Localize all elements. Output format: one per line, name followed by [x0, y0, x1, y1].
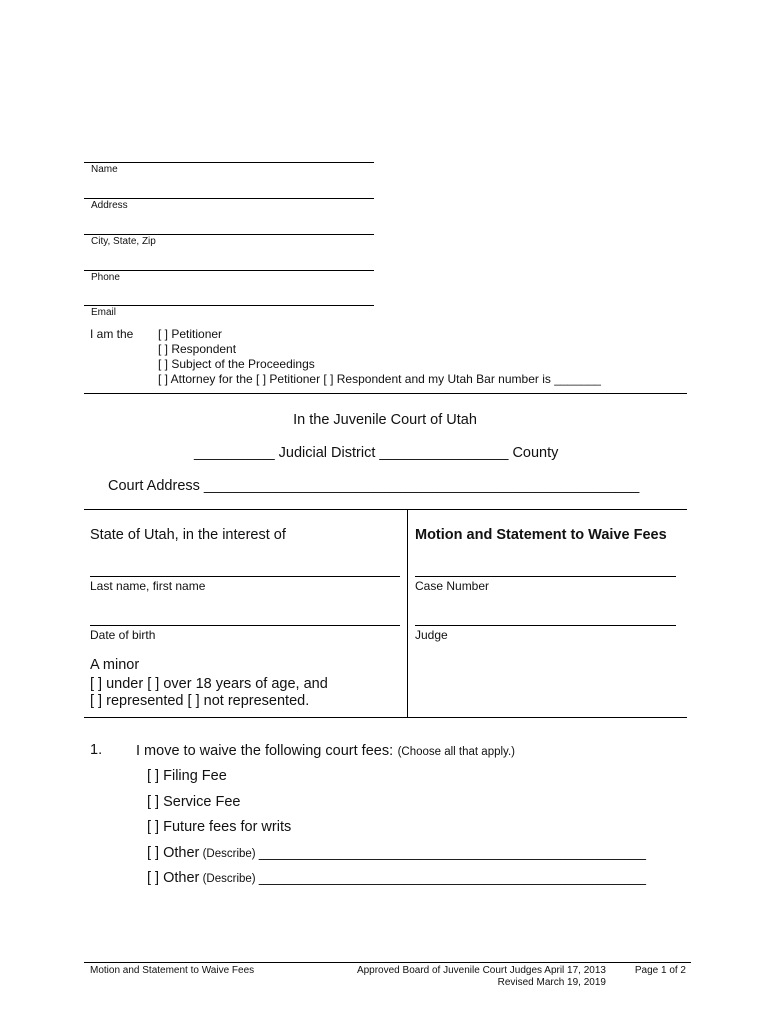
address-caption: Address	[91, 200, 128, 211]
fee-filing-label: [ ] Filing Fee	[147, 768, 227, 784]
court-address-line[interactable]: Court Address ______________________________________________________	[108, 478, 640, 494]
case-number-line[interactable]	[415, 576, 676, 577]
fee-service-checkbox[interactable]	[147, 794, 240, 810]
judge-line[interactable]	[415, 625, 676, 626]
party-name-line[interactable]	[90, 576, 400, 577]
email-caption: Email	[91, 307, 117, 318]
phone-caption: Phone	[91, 272, 120, 283]
section-divider	[84, 393, 687, 394]
fee-other-1-checkbox[interactable]	[147, 845, 646, 861]
address-line[interactable]	[84, 198, 374, 199]
role-respondent-checkbox[interactable]: [ ] Respondent	[158, 342, 237, 356]
paragraph-number: 1.	[90, 742, 103, 758]
fee-writs-label: [ ] Future fees for writs	[147, 819, 292, 835]
fee-filing-checkbox[interactable]	[147, 768, 227, 784]
footer-page-number: Page 1 of 2	[634, 965, 686, 976]
dob-caption: Date of birth	[90, 628, 156, 642]
footer-form-title: Motion and Statement to Waive Fees	[90, 965, 255, 976]
phone-line[interactable]	[84, 270, 374, 271]
role-lead: I am the	[90, 327, 134, 341]
case-number-caption: Case Number	[415, 579, 490, 593]
age-checkboxes[interactable]: [ ] under [ ] over 18 years of age, and	[90, 676, 328, 692]
district-county-line[interactable]: __________ Judicial District ________________ County	[194, 445, 559, 461]
interest-of-text: State of Utah, in the interest of	[90, 527, 286, 543]
city-state-zip-caption: City, State, Zip	[91, 236, 156, 247]
representation-checkboxes[interactable]: [ ] represented [ ] not represented.	[90, 693, 310, 709]
role-petitioner-checkbox[interactable]: [ ] Petitioner	[158, 327, 223, 341]
minor-text: A minor	[90, 657, 140, 673]
fee-writs-checkbox[interactable]	[147, 819, 291, 835]
motion-note: (Choose all that apply.)	[397, 746, 515, 758]
caption-vertical-rule	[407, 509, 408, 717]
role-attorney-checkbox[interactable]: [ ] Attorney for the [ ] Petitioner [ ] Respondent and my Utah Bar number is _______	[158, 372, 601, 386]
fee-other-1-describe: (Describe)	[199, 848, 259, 860]
footer-approved: Approved Board of Juvenile Court Judges April 17, 2013	[356, 965, 606, 976]
fee-other-2-label: [ ] Other	[147, 870, 200, 886]
caption-bottom-rule	[84, 717, 687, 718]
motion-statement	[136, 742, 515, 760]
caption-top-rule	[84, 509, 687, 510]
document-title: Motion and Statement to Waive Fees	[415, 527, 667, 543]
footer-revised: Revised March 19, 2019	[497, 977, 606, 988]
court-title: In the Juvenile Court of Utah	[293, 412, 477, 428]
fee-other-1-blank[interactable]: ________________________________________________	[258, 845, 646, 861]
motion-text: I move to waive the following court fees:	[136, 743, 394, 759]
fee-other-2-checkbox[interactable]	[147, 870, 646, 886]
judge-caption: Judge	[415, 628, 448, 642]
city-state-zip-line[interactable]	[84, 234, 374, 235]
role-subject-checkbox[interactable]: [ ] Subject of the Proceedings	[158, 357, 315, 371]
dob-line[interactable]	[90, 625, 400, 626]
fee-other-2-blank[interactable]: ________________________________________________	[258, 870, 646, 886]
name-line[interactable]	[84, 162, 374, 163]
fee-other-1-label: [ ] Other	[147, 845, 200, 861]
email-line[interactable]	[84, 305, 374, 306]
party-name-caption: Last name, first name	[90, 579, 206, 593]
fee-service-label: [ ] Service Fee	[147, 794, 241, 810]
footer-rule	[84, 962, 691, 963]
fee-other-2-describe: (Describe)	[199, 873, 259, 885]
name-caption: Name	[91, 164, 118, 175]
